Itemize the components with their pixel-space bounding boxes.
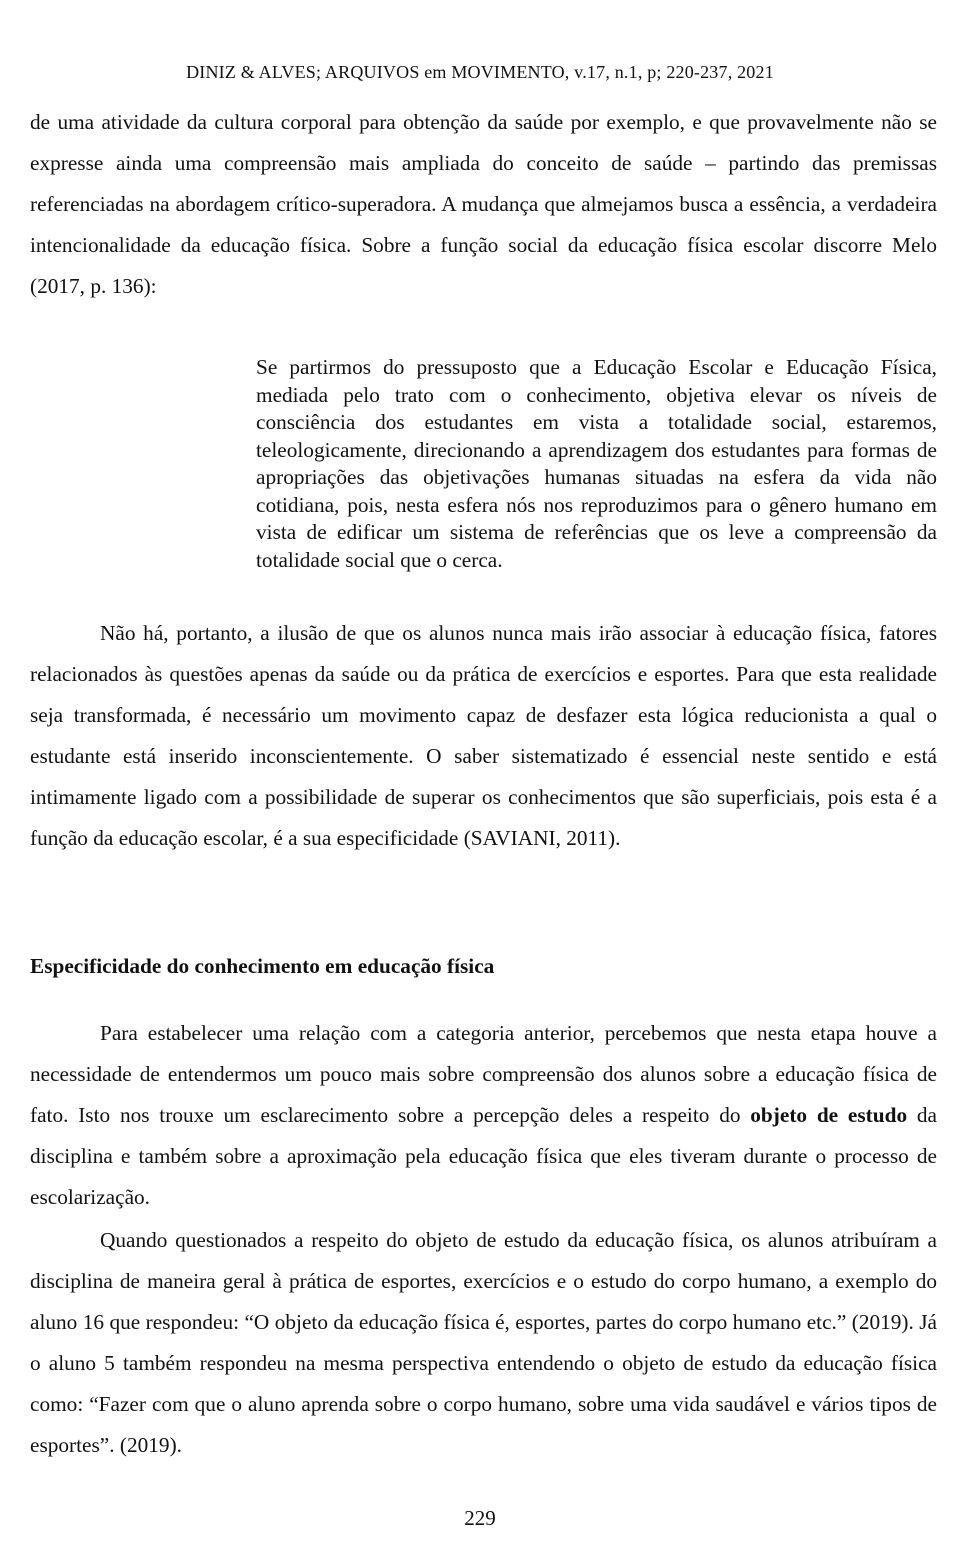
paragraph-3-bold-term: objeto de estudo [750,1103,908,1127]
paragraph-3-text-b: da disciplina e também sobre a aproximação pela educação física que eles tiveram durante o processo de escolarização. [30,1103,937,1209]
paragraph-3 [30,1013,937,1218]
paragraph-2: Não há, portanto, a ilusão de que os alunos nunca mais irão associar à educação física, fatores relacionados às questões apenas da saúde ou da prática de exercícios e esportes. Para que esta realidade seja transformada, é necessário um movimento capaz de desfazer esta lógica reducionista a qual o estudante está inserido inconscientemente. O saber sistematizado é essencial neste sentido e está intimamente ligado com a possibilidade de superar os conhecimentos que são superficiais, pois esta é a função da educação escolar, é a sua especificidade (SAVIANI, 2011). [30,621,937,850]
running-header: DINIZ & ALVES; ARQUIVOS em MOVIMENTO, v.17, n.1, p; 220-237, 2021 [186,62,774,82]
page-number: 229 [464,1506,496,1530]
section-heading: Especificidade do conhecimento em educação física [30,954,495,978]
block-quote: Se partirmos do pressuposto que a Educação Escolar e Educação Física, mediada pelo trato com o conhecimento, objetiva elevar os níveis de consciência dos estudantes em vista a totalidade social, estaremos, teleologicamente, direcionando a aprendizagem dos estudantes para formas de apropriações das objetivações humanas situadas na esfera da vida não cotidiana, pois, nesta esfera nós nos reproduzimos para o gênero humano em vista de edificar um sistema de referências que os leve a compreensão da totalidade social que o cerca. [256,355,937,572]
paragraph-4: Quando questionados a respeito do objeto de estudo da educação física, os alunos atribuíram a disciplina de maneira geral à prática de esportes, exercícios e o estudo do corpo humano, a exemplo do aluno 16 que respondeu: “O objeto da educação física é, esportes, partes do corpo humano etc.” (2019). Já o aluno 5 também respondeu na mesma perspectiva entendendo o objeto de estudo da educação física como: “Fazer com que o aluno aprenda sobre o corpo humano, sobre uma vida saudável e vários tipos de esportes”. (2019). [30,1228,937,1457]
paragraph-3-text-a: Para estabelecer uma relação com a categoria anterior, percebemos que nesta etapa houve a necessidade de entendermos um pouco mais sobre compreensão dos alunos sobre a educação física de fato. Isto nos trouxe um esclarecimento sobre a percepção deles a respeito do [30,1021,937,1127]
paragraph-1: de uma atividade da cultura corporal para obtenção da saúde por exemplo, e que provavelmente não se expresse ainda uma compreensão mais ampliada do conceito de saúde – partindo das premissas referenciadas na abordagem crítico-superadora. A mudança que almejamos busca a essência, a verdadeira intencionalidade da educação física. Sobre a função social da educação física escolar discorre Melo (2017, p. 136): [30,110,937,298]
